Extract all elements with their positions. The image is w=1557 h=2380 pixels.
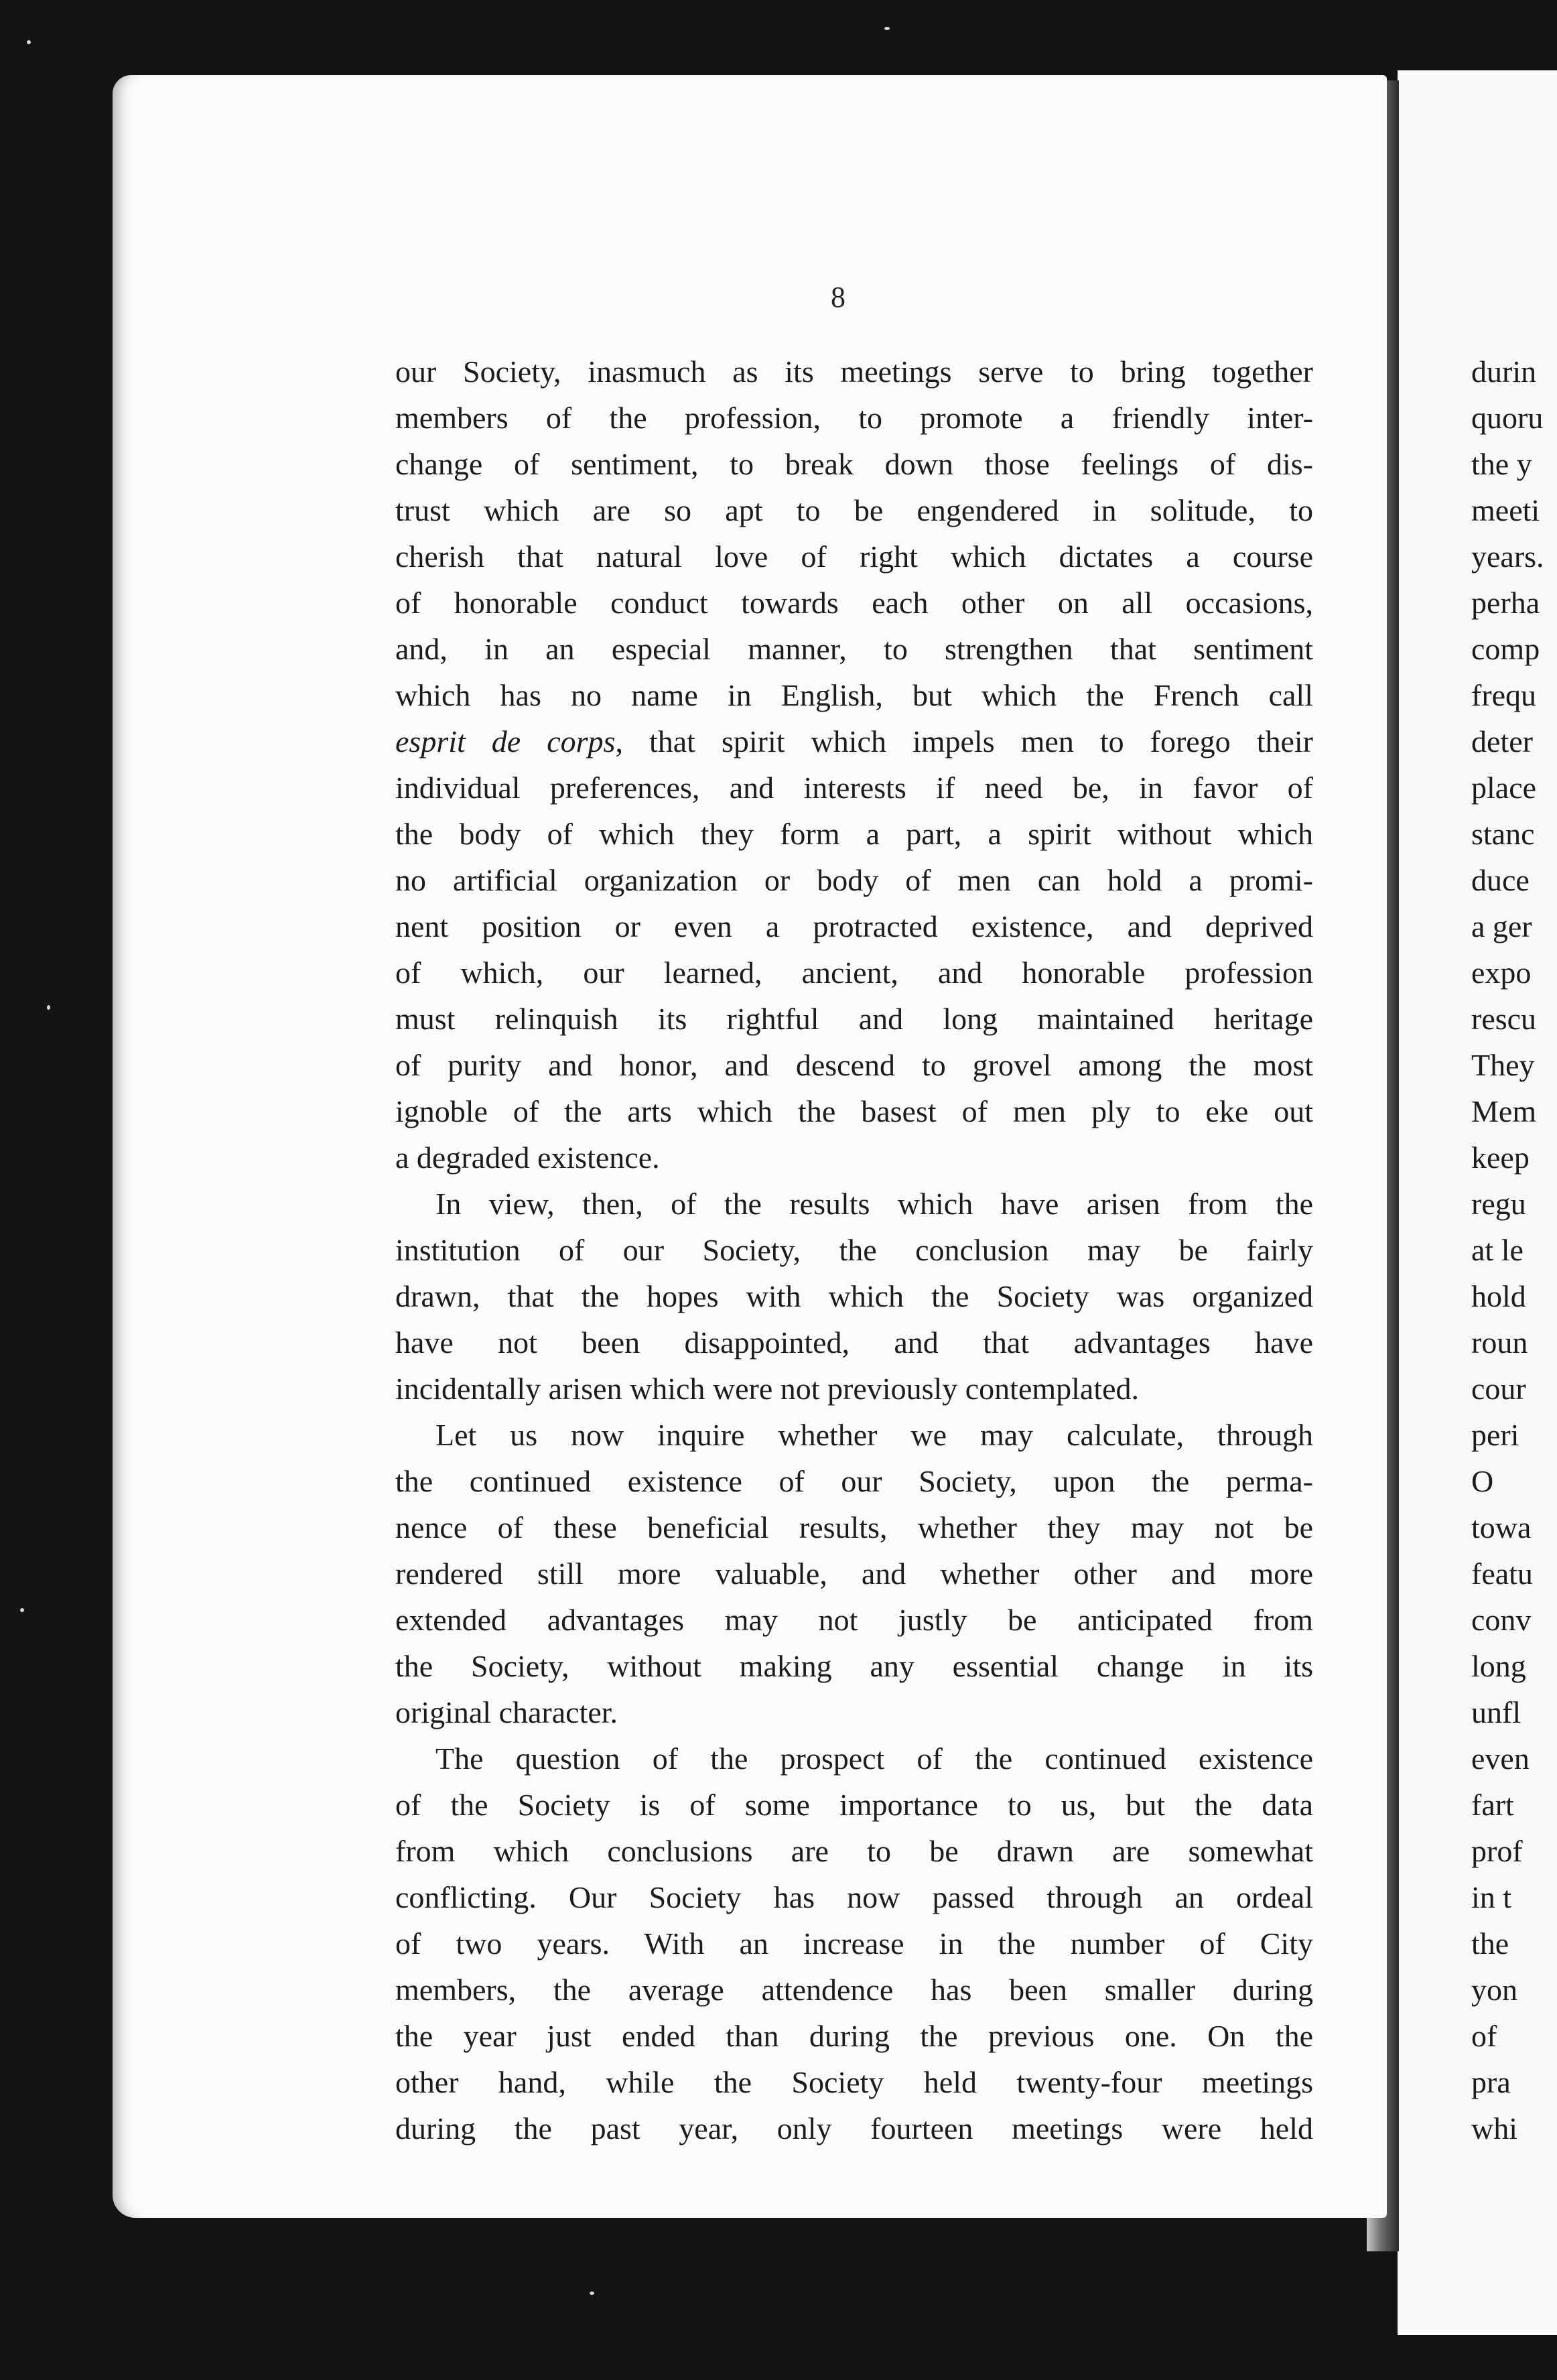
text-fragment: roun (1471, 1325, 1528, 1360)
text-fragment: unfl (1471, 1695, 1521, 1729)
text-line: conflicting. Our Society has now passed through an ordeal (395, 1880, 1313, 1914)
text-line: In view, then, of the results which have arisen from the (435, 1187, 1313, 1221)
text-line: ignoble of the arts which the basest of men ply to eke out (395, 1094, 1313, 1128)
text-fragment: cour (1471, 1372, 1526, 1406)
text-line: during the past year, only fourteen meetings were held (395, 2111, 1313, 2145)
text-line: nent position or even a protracted existence, and deprived (395, 909, 1313, 943)
text-line: other hand, while the Society held twenty-four meetings (395, 2065, 1313, 2099)
text-fragment: rescu (1471, 1002, 1537, 1036)
text-line: extended advantages may not justly be anticipated from (395, 1603, 1313, 1637)
text-line: original character. (395, 1695, 618, 1729)
text-line: of the Society is of some importance to us, but the data (395, 1788, 1313, 1822)
text-fragment: They (1471, 1048, 1535, 1082)
text-fragment: Mem (1471, 1094, 1537, 1128)
text-fragment: stanc (1471, 817, 1535, 851)
text-fragment: in t (1471, 1880, 1512, 1914)
text-fragment: comp (1471, 632, 1540, 666)
text-line: from which conclusions are to be drawn are somewhat (395, 1834, 1313, 1868)
text-line: members, the average attendence has been smaller during (395, 1973, 1313, 2007)
text-line: of honorable conduct towards each other on all occasions, (395, 586, 1313, 620)
text-line: rendered still more valuable, and whether other and more (395, 1557, 1313, 1591)
text-fragment: whi (1471, 2111, 1517, 2145)
text-line: individual preferences, and interests if need be, in favor of (395, 771, 1313, 805)
text-line: and, in an especial manner, to strengthen that sentiment (395, 632, 1313, 666)
text-fragment: a ger (1471, 909, 1532, 943)
text-line: incidentally arisen which were not previously contemplated. (395, 1372, 1140, 1406)
text-fragment: quoru (1471, 401, 1544, 435)
text-fragment: pra (1471, 2065, 1511, 2099)
text-fragment: keep (1471, 1140, 1530, 1175)
text-fragment: the (1471, 1926, 1509, 1961)
text-line: a degraded existence. (395, 1140, 660, 1175)
text-fragment: even (1471, 1741, 1530, 1776)
text-line: change of sentiment, to break down those feelings of dis- (395, 447, 1313, 481)
scan-speck (27, 40, 31, 44)
text-line: our Society, inasmuch as its meetings serve to bring together (395, 354, 1313, 389)
scan-speck (590, 2292, 594, 2295)
scan-speck (884, 27, 890, 30)
text-line: the Society, without making any essential change in its (395, 1649, 1313, 1683)
text-fragment: meeti (1471, 493, 1540, 527)
text-line: The question of the prospect of the continued existence (435, 1741, 1313, 1776)
text-line: must relinquish its rightful and long maintained heritage (395, 1002, 1313, 1036)
text-fragment: duce (1471, 863, 1530, 897)
text-fragment: prof (1471, 1834, 1523, 1868)
left-page-text (395, 348, 1313, 2152)
text-line: the continued existence of our Society, upon the perma- (395, 1464, 1313, 1498)
text-fragment: fart (1471, 1788, 1514, 1822)
text-line: institution of our Society, the conclusion may be fairly (395, 1233, 1313, 1267)
page-number: 8 (831, 281, 845, 314)
text-fragment: of (1471, 2019, 1497, 2053)
text-fragment: peri (1471, 1418, 1519, 1452)
text-fragment: years. (1471, 539, 1544, 574)
text-fragment: long (1471, 1649, 1526, 1683)
text-fragment: place (1471, 771, 1537, 805)
text-line: no artificial organization or body of men can hold a promi- (395, 863, 1313, 897)
text-fragment: the y (1471, 447, 1532, 481)
text-line: Let us now inquire whether we may calculate, through (435, 1418, 1313, 1452)
text-fragment: towa (1471, 1510, 1532, 1544)
text-line: esprit de corps, that spirit which impels men to forego their (395, 724, 1313, 758)
text-line: trust which are so apt to be engendered in solitude, to (395, 493, 1313, 527)
text-line: nence of these beneficial results, whether they may not be (395, 1510, 1313, 1544)
text-fragment: deter (1471, 724, 1533, 758)
text-fragment: expo (1471, 955, 1532, 990)
scan-speck (47, 1005, 50, 1010)
text-fragment: at le (1471, 1233, 1524, 1267)
text-line: which has no name in English, but which the French call (395, 678, 1313, 712)
text-line: the body of which they form a part, a spirit without which (395, 817, 1313, 851)
text-line: members of the profession, to promote a friendly inter- (395, 401, 1313, 435)
right-page-text-fragments (1471, 348, 1557, 2152)
text-line: have not been disappointed, and that advantages have (395, 1325, 1313, 1360)
text-fragment: yon (1471, 1973, 1517, 2007)
text-fragment: featu (1471, 1557, 1533, 1591)
text-line: of which, our learned, ancient, and honorable profession (395, 955, 1313, 990)
scan-speck (20, 1608, 24, 1612)
text-line: of purity and honor, and descend to grovel among the most (395, 1048, 1313, 1082)
text-fragment: conv (1471, 1603, 1532, 1637)
text-line: drawn, that the hopes with which the Society was organized (395, 1279, 1313, 1313)
text-fragment: O (1471, 1464, 1494, 1498)
text-fragment: regu (1471, 1187, 1526, 1221)
text-line: of two years. With an increase in the number of City (395, 1926, 1313, 1961)
text-fragment: durin (1471, 354, 1537, 389)
text-line: cherish that natural love of right which dictates a course (395, 539, 1313, 574)
text-fragment: perha (1471, 586, 1540, 620)
text-fragment: frequ (1471, 678, 1537, 712)
text-fragment: hold (1471, 1279, 1526, 1313)
text-line: the year just ended than during the previous one. On the (395, 2019, 1313, 2053)
